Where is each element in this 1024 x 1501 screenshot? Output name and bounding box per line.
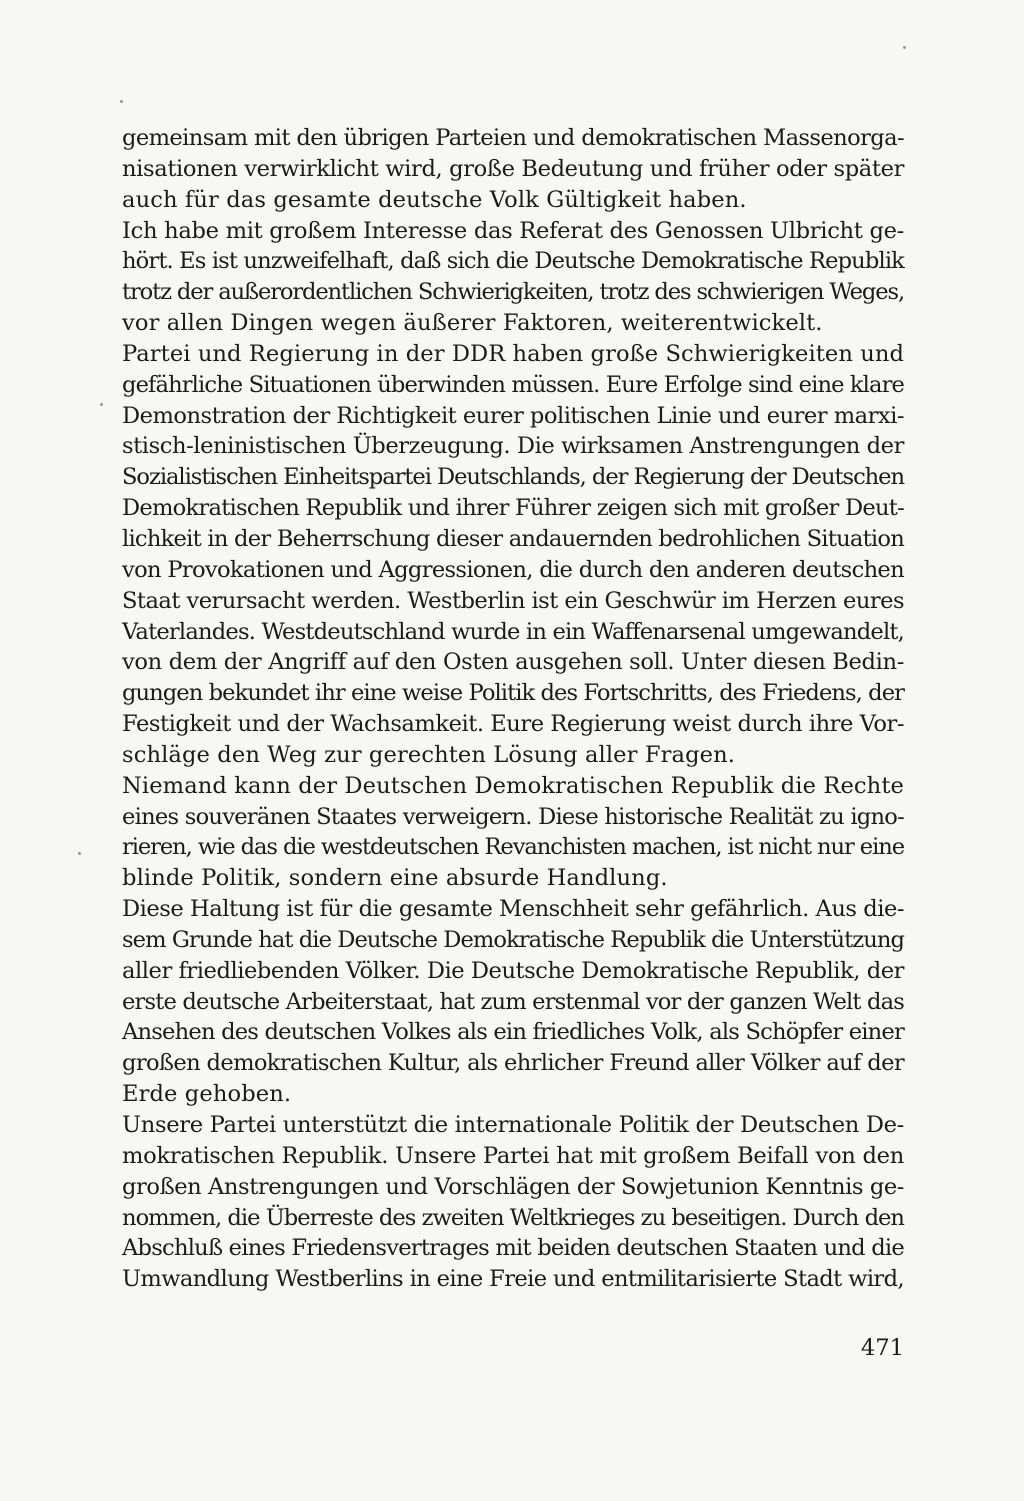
text-line: Demonstration der Richtigkeit eurer politischen Linie und eurer marxi- bbox=[122, 402, 904, 429]
text-line: aller friedliebenden Völker. Die Deutsche Demokratische Republik, der bbox=[122, 957, 904, 984]
text-line: von Provokationen und Aggressionen, die durch den anderen deutschen bbox=[122, 556, 904, 583]
text-line: erste deutsche Arbeiterstaat, hat zum erstenmal vor der ganzen Welt das bbox=[122, 988, 904, 1015]
text-line: von dem der Angriff auf den Osten ausgehen soll. Unter diesen Bedin- bbox=[122, 649, 904, 676]
scan-speck bbox=[78, 852, 81, 855]
text-line: Abschluß eines Friedensvertrages mit beiden deutschen Staaten und die bbox=[122, 1235, 904, 1262]
text-line: Staat verursacht werden. Westberlin ist ein Geschwür im Herzen eures bbox=[122, 587, 904, 614]
text-line: Umwandlung Westberlins in eine Freie und entmilitarisierte Stadt wird, bbox=[122, 1266, 904, 1293]
text-line: Festigkeit und der Wachsamkeit. Eure Regierung weist durch ihre Vor- bbox=[122, 711, 904, 738]
text-line: mokratischen Republik. Unsere Partei hat mit großem Beifall von den bbox=[122, 1142, 904, 1169]
text-line: auch für das gesamte deutsche Volk Gültigkeit haben. bbox=[122, 186, 747, 213]
text-line: großen demokratischen Kultur, als ehrlicher Freund aller Völker auf der bbox=[122, 1050, 904, 1077]
text-line: hört. Es ist unzweifelhaft, daß sich die Deutsche Demokratische Republik bbox=[122, 248, 904, 275]
text-line: nisationen verwirklicht wird, große Bedeutung und früher oder später bbox=[122, 155, 904, 182]
text-line: Ich habe mit großem Interesse das Referat des Genossen Ulbricht ge- bbox=[122, 217, 904, 244]
text-line: großen Anstrengungen und Vorschlägen der Sowjetunion Kenntnis ge- bbox=[122, 1173, 904, 1200]
text-line: eines souveränen Staates verweigern. Diese historische Realität zu igno- bbox=[122, 803, 904, 830]
scan-speck bbox=[903, 46, 906, 49]
text-line: gefährliche Situationen überwinden müssen. Eure Erfolge sind eine klare bbox=[122, 371, 904, 398]
text-line: sem Grunde hat die Deutsche Demokratische Republik die Unterstützung bbox=[122, 926, 904, 953]
text-line: Partei und Regierung in der DDR haben große Schwierigkeiten und bbox=[122, 340, 904, 367]
scan-speck bbox=[120, 100, 123, 103]
text-line: lichkeit in der Beherrschung dieser andauernden bedrohlichen Situation bbox=[122, 525, 904, 552]
text-line: Erde gehoben. bbox=[122, 1081, 292, 1108]
body-text bbox=[122, 123, 904, 1295]
text-line: nommen, die Überreste des zweiten Weltkrieges zu beseitigen. Durch den bbox=[122, 1204, 904, 1231]
text-line: Diese Haltung ist für die gesamte Menschheit sehr gefährlich. Aus die- bbox=[122, 896, 904, 923]
text-line: Niemand kann der Deutschen Demokratischen Republik die Rechte bbox=[122, 772, 904, 799]
text-line: Demokratischen Republik und ihrer Führer zeigen sich mit großer Deut- bbox=[122, 495, 904, 522]
text-line: Sozialistischen Einheitspartei Deutschlands, der Regierung der Deutschen bbox=[122, 464, 904, 491]
text-line: Unsere Partei unterstützt die internationale Politik der Deutschen De- bbox=[122, 1112, 904, 1138]
text-line: blinde Politik, sondern eine absurde Handlung. bbox=[122, 865, 668, 892]
text-line: gungen bekundet ihr eine weise Politik des Fortschritts, des Friedens, der bbox=[122, 680, 904, 707]
text-line: trotz der außerordentlichen Schwierigkeiten, trotz des schwierigen Weges, bbox=[122, 279, 904, 306]
text-line: stisch-leninistischen Überzeugung. Die wirksamen Anstrengungen der bbox=[122, 433, 904, 460]
text-line: Vaterlandes. Westdeutschland wurde in ein Waffenarsenal umgewandelt, bbox=[122, 618, 904, 645]
text-line: gemeinsam mit den übrigen Parteien und demokratischen Massenorga- bbox=[122, 125, 904, 151]
text-line: schläge den Weg zur gerechten Lösung aller Fragen. bbox=[122, 741, 736, 768]
scan-speck bbox=[100, 403, 103, 406]
text-line: Ansehen des deutschen Volkes als ein friedliches Volk, als Schöpfer einer bbox=[122, 1019, 905, 1046]
text-line: vor allen Dingen wegen äußerer Faktoren, weiterentwickelt. bbox=[122, 310, 823, 337]
page-number: 471 bbox=[860, 1335, 904, 1361]
text-line: rieren, wie das die westdeutschen Revanchisten machen, ist nicht nur eine bbox=[122, 834, 904, 861]
